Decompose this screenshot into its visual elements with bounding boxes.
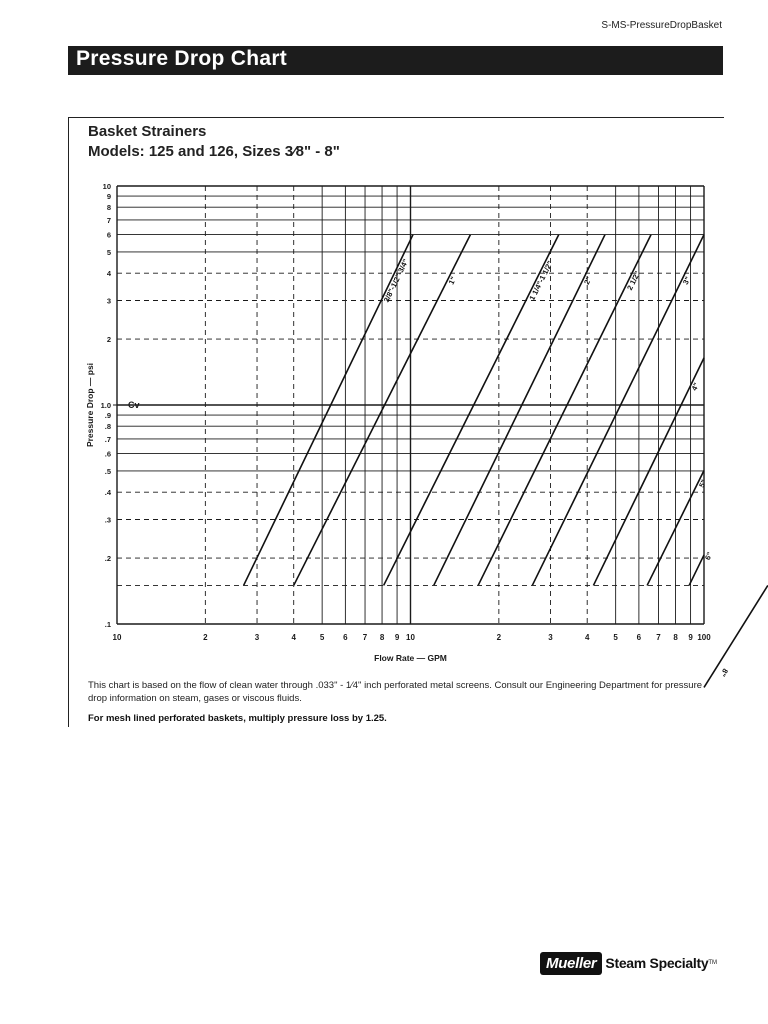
y-tick-label: 2: [106, 335, 111, 345]
y-tick-label: 8: [106, 203, 111, 213]
y-tick-label: .6: [104, 449, 111, 459]
mueller-logo: [540, 948, 717, 978]
y-tick-label: .4: [104, 488, 111, 498]
series-line: [593, 358, 704, 586]
series-label: 2 1/2": [625, 269, 643, 292]
series-label: 5": [697, 478, 709, 489]
y-tick-label: .8: [104, 422, 111, 432]
chart-subtitle-product: Basket Strainers: [88, 123, 207, 140]
x-tick-label: 10: [112, 633, 122, 642]
y-tick-label: 6: [106, 230, 111, 240]
y-tick-label: .5: [104, 466, 111, 476]
x-tick-label: 3: [548, 633, 553, 642]
chart-subtitle-models: Models: 125 and 126, Sizes 3⁄8" - 8": [88, 143, 340, 160]
series-label: 3": [680, 275, 693, 287]
x-tick-label: 5: [319, 633, 325, 642]
x-tick-label: 3: [254, 633, 260, 642]
x-tick-label: 5: [613, 633, 618, 642]
series-label: 2": [582, 275, 594, 287]
series-label: 8": [718, 666, 730, 679]
y-tick-label: .1: [104, 620, 111, 629]
x-tick-label: 6: [636, 633, 642, 642]
trademark: TM: [708, 960, 717, 966]
y-tick-label: .2: [104, 554, 111, 564]
x-tick-label: 2: [203, 633, 208, 642]
x-tick-label: 100: [697, 633, 711, 642]
y-tick-label: 7: [106, 215, 111, 225]
x-tick-label: 7: [362, 633, 368, 642]
chart-note: This chart is based on the flow of clean water through .033" - 1⁄4" inch perforated metal screens. Consult our Engineering Department for pressure drop information on steam, gases or viscous fluids.: [88, 680, 703, 704]
y-tick-label: .3: [104, 515, 111, 525]
series-label: 3/8"-1/2"-3/4": [381, 257, 411, 304]
x-axis-label: Flow Rate — GPM: [374, 653, 447, 663]
logo-wordmark: Mueller: [540, 952, 602, 975]
x-tick-label: 2: [496, 633, 502, 642]
series-label: 1": [446, 275, 459, 287]
y-tick-label: 10: [102, 182, 111, 191]
chart-note-bold: For mesh lined perforated baskets, multiply pressure loss by 1.25.: [88, 713, 387, 724]
series-label: 1 1/4"-1 1/2": [527, 259, 555, 302]
series-label: 6": [702, 550, 715, 562]
x-tick-label: 7: [656, 633, 661, 642]
series-line: [704, 585, 768, 687]
y-tick-label: .7: [104, 434, 111, 444]
y-tick-label: 1.0: [100, 401, 111, 410]
x-tick-label: 4: [584, 633, 590, 642]
x-tick-label: 8: [379, 633, 385, 642]
x-tick-label: 10: [406, 633, 415, 642]
y-tick-label: 5: [106, 247, 111, 257]
x-tick-label: 4: [291, 633, 296, 642]
series-label: 4": [689, 381, 702, 393]
logo-text: Steam Specialty: [605, 955, 709, 971]
series-line: [689, 555, 704, 586]
document-id: S-MS-PressureDropBasket: [601, 20, 722, 31]
x-tick-label: 9: [394, 633, 400, 642]
y-tick-label: .9: [104, 411, 111, 421]
series-line: [434, 235, 605, 586]
y-tick-label: 4: [106, 269, 111, 279]
page-title: Pressure Drop Chart: [76, 47, 288, 70]
y-tick-label: 9: [106, 192, 111, 202]
y-tick-label: 3: [106, 296, 111, 306]
x-tick-label: 8: [673, 633, 678, 642]
x-tick-label: 9: [688, 633, 693, 642]
x-tick-label: 6: [343, 633, 348, 642]
cv-label: Cv: [128, 400, 140, 410]
y-axis-label: Pressure Drop — psi: [85, 362, 95, 448]
